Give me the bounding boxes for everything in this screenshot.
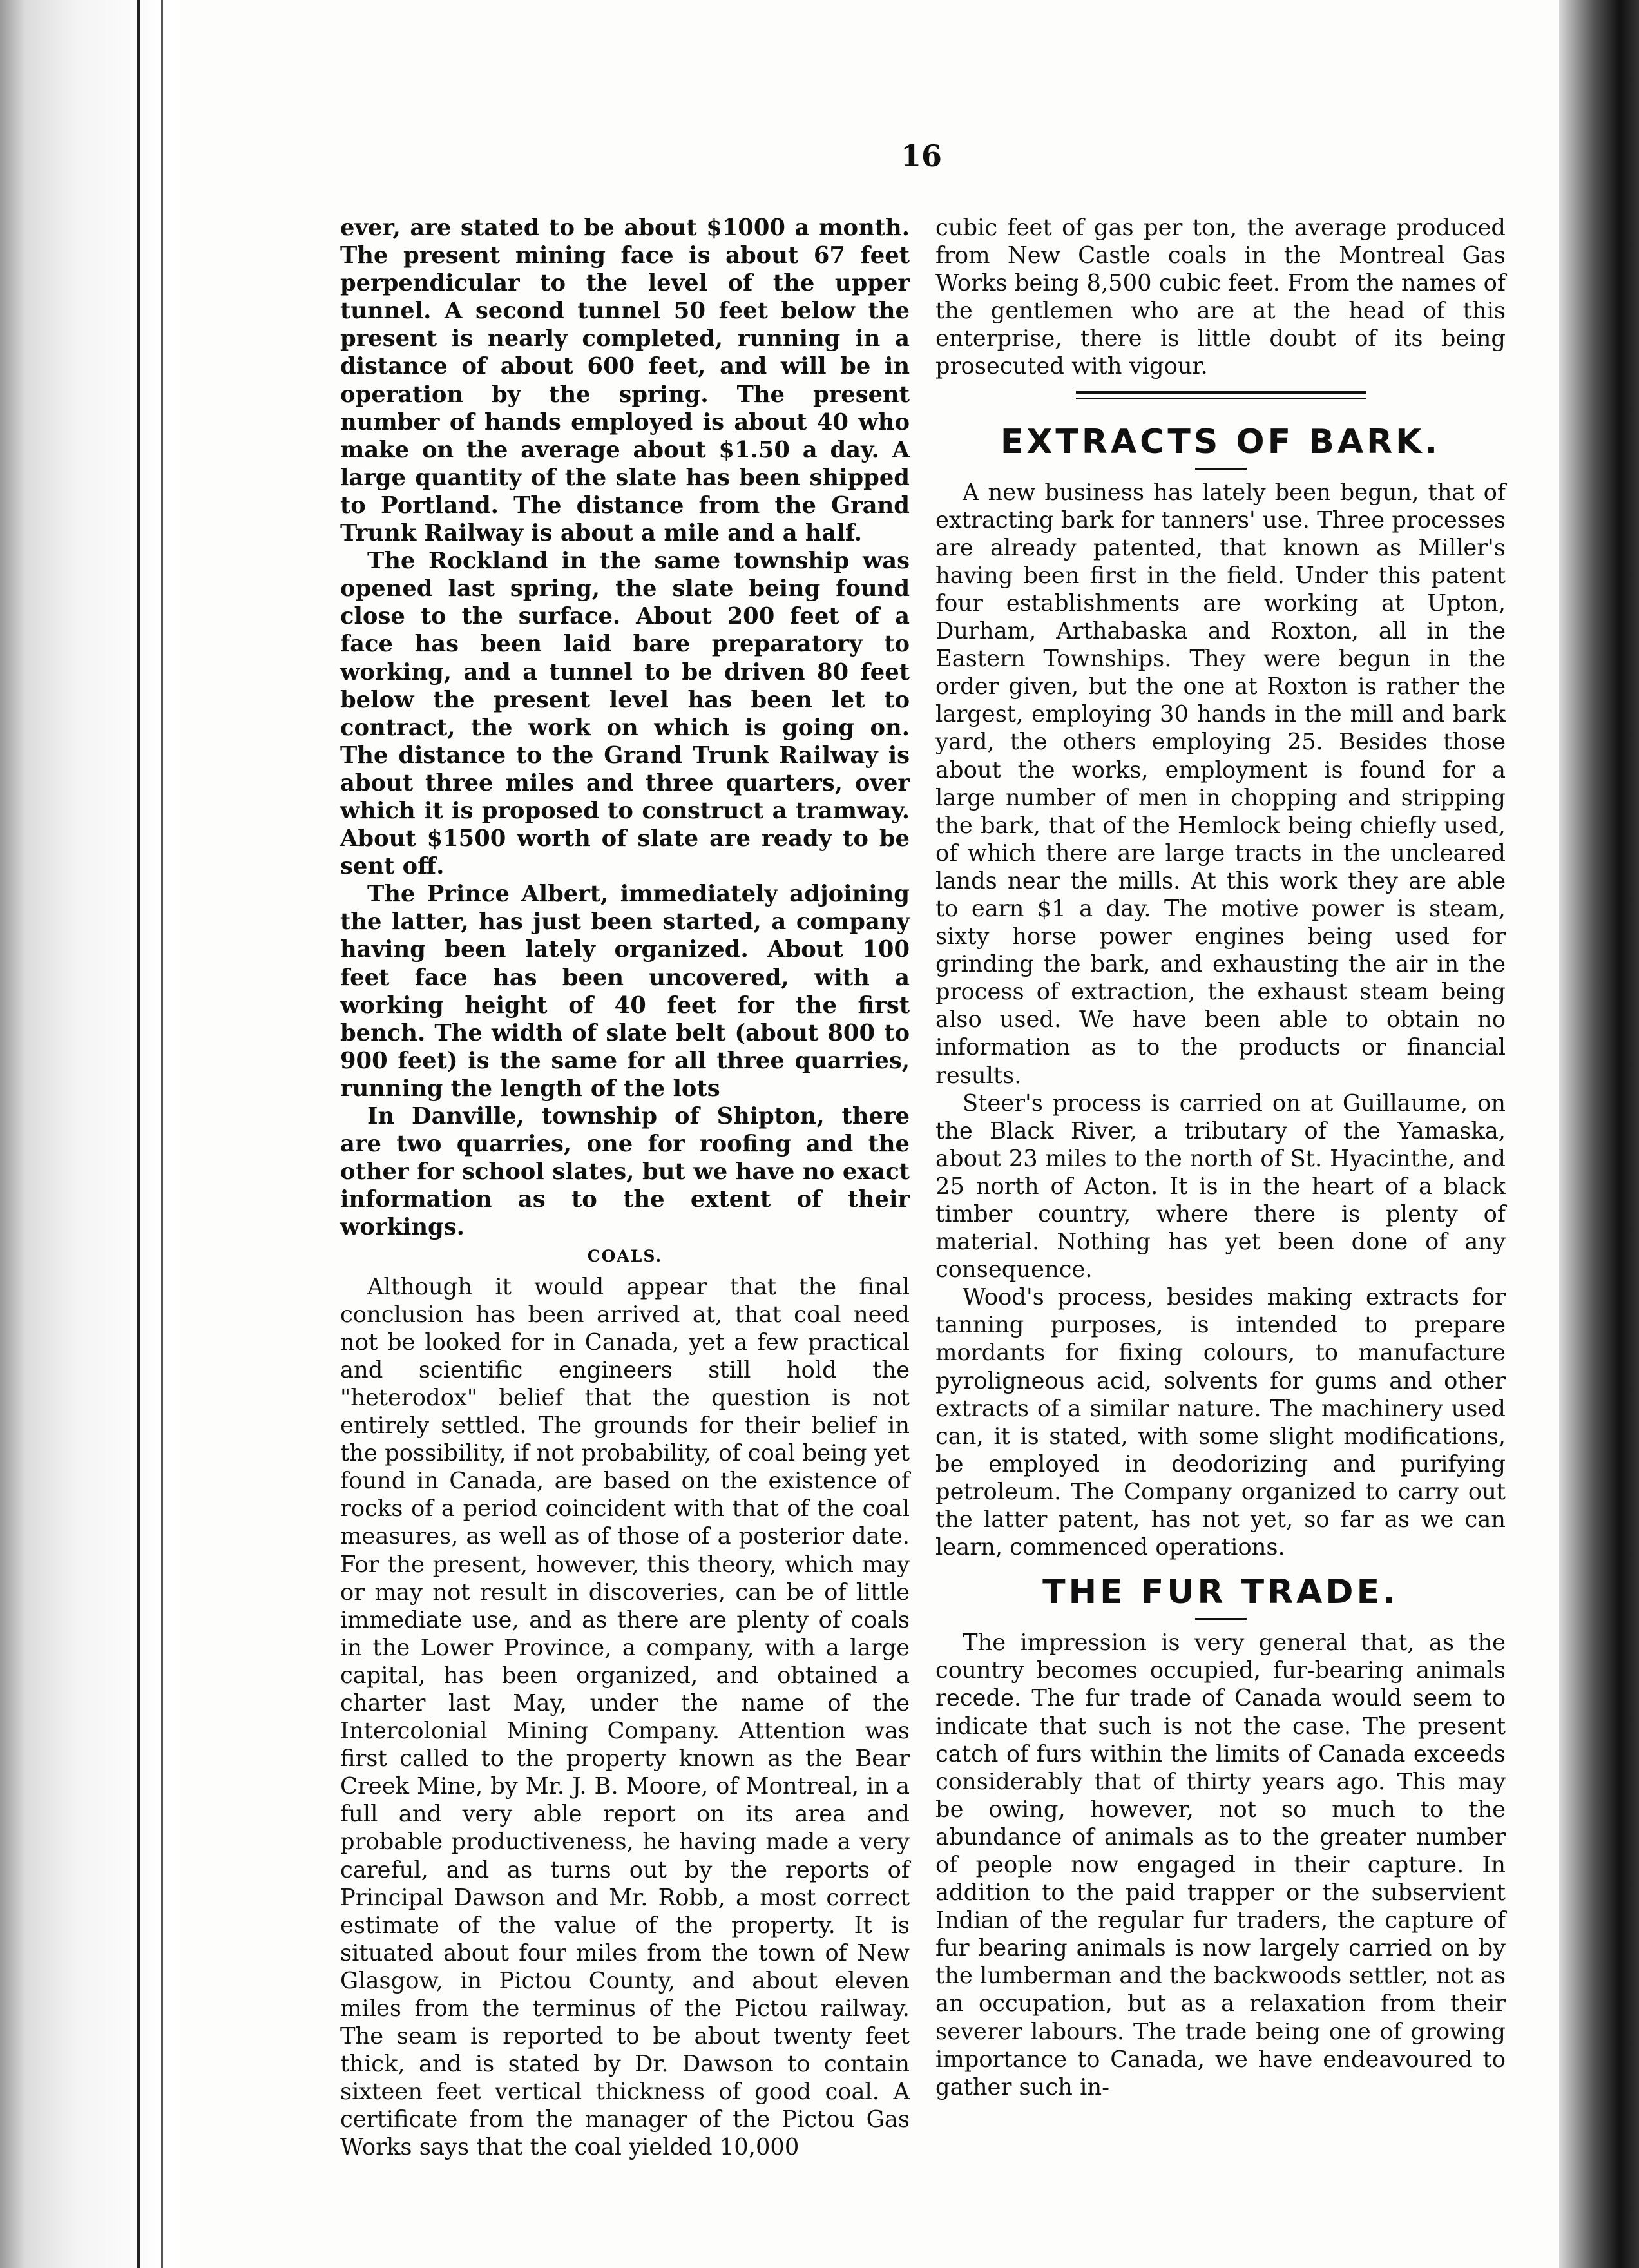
paragraph: The impression is very general that, as the country becomes occupied, fur-bearing animals recede. The fur trade of Canada would seem to indicate that such is not the case. The present catch of furs within the limits of Canada exceeds considerably that of thirty years ago. This may be owing, however, not so much to the abundance of animals as to the greater number of people now engaged in their capture. In addition to the paid trapper or the subservient Indian of the regular fur traders, the capture of fur bearing animals is now largely carried on by the lumberman and the backwoods settler, not as an occupation, but as a relaxation from their severer labours. The trade being one of growing importance to Canada, we have endeavoured to gather such in- bbox=[935, 1629, 1506, 2100]
scan-left-margin bbox=[0, 0, 168, 2268]
paragraph: ever, are stated to be about $1000 a month. The present mining face is about 67 feet perpendicular to the level of the upper tunnel. A second tunnel 50 feet below the present is nearly completed, running in a distance of about 600 feet, and will be in operation by the spring. The present number of hands employed is about 40 who make on the average about $1.50 a day. A large quantity of the slate has been shipped to Portland. The distance from the Grand Trunk Railway is about a mile and a half. bbox=[340, 215, 910, 547]
coals-heading: COALS. bbox=[587, 1247, 663, 1266]
page-number: 16 bbox=[900, 139, 942, 173]
scan-right-edge bbox=[1549, 0, 1639, 2268]
paragraph: Although it would appear that the final conclusion has been arrived at, that coal need not be looked for in Canada, yet a few practical and scientific engineers still hold the "heterodox" belief that the question is not entirely settled. The grounds for their belief in the possibility, if not probability, of coal being yet found in Canada, are based on the existence of rocks of a period coincident with that of the coal measures, as well as of those of a posterior date. For the present, however, this theory, which may or may not result in discoveries, can be of little immediate use, and as there are plenty of coals in the Lower Province, a company, with a large capital, has been organized, and obtained a charter last May, under the name of the Intercolonial Mining Company. Attention was first called to the property known as the Bear Creek Mine, by Mr. J. B. Moore, of Montreal, in a full and very able report on its area and probable productiveness, he having made a very careful, and as turns out by the reports of Principal Dawson and Mr. Robb, a most correct estimate of the value of the property. It is situated about four miles from the town of New Glasgow, in Pictou County, and about eleven miles from the terminus of the Pictou railway. The seam is reported to be about twenty feet thick, and is stated by Dr. Dawson to contain sixteen feet vertical thickness of good coal. A certificate from the manager of the Pictou Gas Works says that the coal yielded 10,000 bbox=[340, 1273, 910, 2161]
fur-section-title: THE FUR TRADE. bbox=[1042, 1573, 1399, 1612]
paragraph: A new business has lately been begun, that of extracting bark for tanners' use. Three processes are already patented, that known as Miller's having been first in the field. Under this patent four establishments are working at Upton, Durham, Arthabaska and Roxton, all in the Eastern Townships. They were begun in the order given, but the one at Roxton is rather the largest, employing 30 hands in the mill and bark yard, the others employing 25. Besides those about the works, employment is found for a large number of men in chopping and stripping the bark, that of the Hemlock being chiefly used, of which there are large tracts in the uncleared lands near the mills. At this work they are able to earn $1 a day. The motive power is steam, sixty horse power engines being used for grinding the bark, and exhausting the air in the process of extraction, the exhaust steam being also used. We have been able to obtain no information as to the products or financial results. bbox=[935, 479, 1506, 1089]
title-underline bbox=[1195, 468, 1247, 470]
scan-binding-line bbox=[137, 0, 140, 2268]
paragraph: The Prince Albert, immediately adjoining the latter, has just been started, a company having been lately organized. About 100 feet face has been uncovered, with a working height of 40 feet for the first bench. The width of slate belt (about 800 to 900 feet) is the same for all three quarries, running the length of the lots bbox=[340, 881, 910, 1102]
bark-section-title: EXTRACTS OF BARK. bbox=[1000, 422, 1441, 461]
paragraph: In Danville, township of Shipton, there are two quarries, one for roofing and the other for school slates, but we have no exact information as to the extent of their workings. bbox=[340, 1103, 910, 1241]
section-divider bbox=[935, 381, 1506, 408]
paragraph: Wood's process, besides making extracts for tanning purposes, is intended to prepare mordants for fixing colours, to manufacture pyroligneous acid, solvents for gums and other extracts of a similar nature. The machinery used can, it is stated, with some slight modifications, be employed in deodorizing and purifying petroleum. The Company organized to carry out the latter patent, has not yet, so far as we can learn, commenced operations. bbox=[935, 1284, 1506, 1561]
paragraph: cubic feet of gas per ton, the average produced from New Castle coals in the Montreal Gas Works being 8,500 cubic feet. From the names of the gentlemen who are at the head of this enterprise, there is little doubt of its being prosecuted with vigour. bbox=[935, 215, 1506, 380]
paragraph: The Rockland in the same township was opened last spring, the slate being found close to the surface. About 200 feet of a face has been laid bare preparatory to working, and a tunnel to be driven 80 feet below the present level has been let to contract, the work on which is going on. The distance to the Grand Trunk Railway is about three miles and three quarters, over which it is proposed to construct a tramway. About $1500 worth of slate are ready to be sent off. bbox=[340, 548, 910, 880]
right-column bbox=[935, 214, 1506, 2101]
title-underline bbox=[1195, 1618, 1247, 1620]
paragraph: Steer's process is carried on at Guillaume, on the Black River, a tributary of the Yamaska, about 23 miles to the north of St. Hyacinthe, and 25 north of Acton. It is in the heart of a black timber country, where there is plenty of material. Nothing has yet been done of any consequence. bbox=[935, 1090, 1506, 1283]
scan-binding-line bbox=[161, 0, 163, 2268]
left-column bbox=[340, 214, 910, 2162]
